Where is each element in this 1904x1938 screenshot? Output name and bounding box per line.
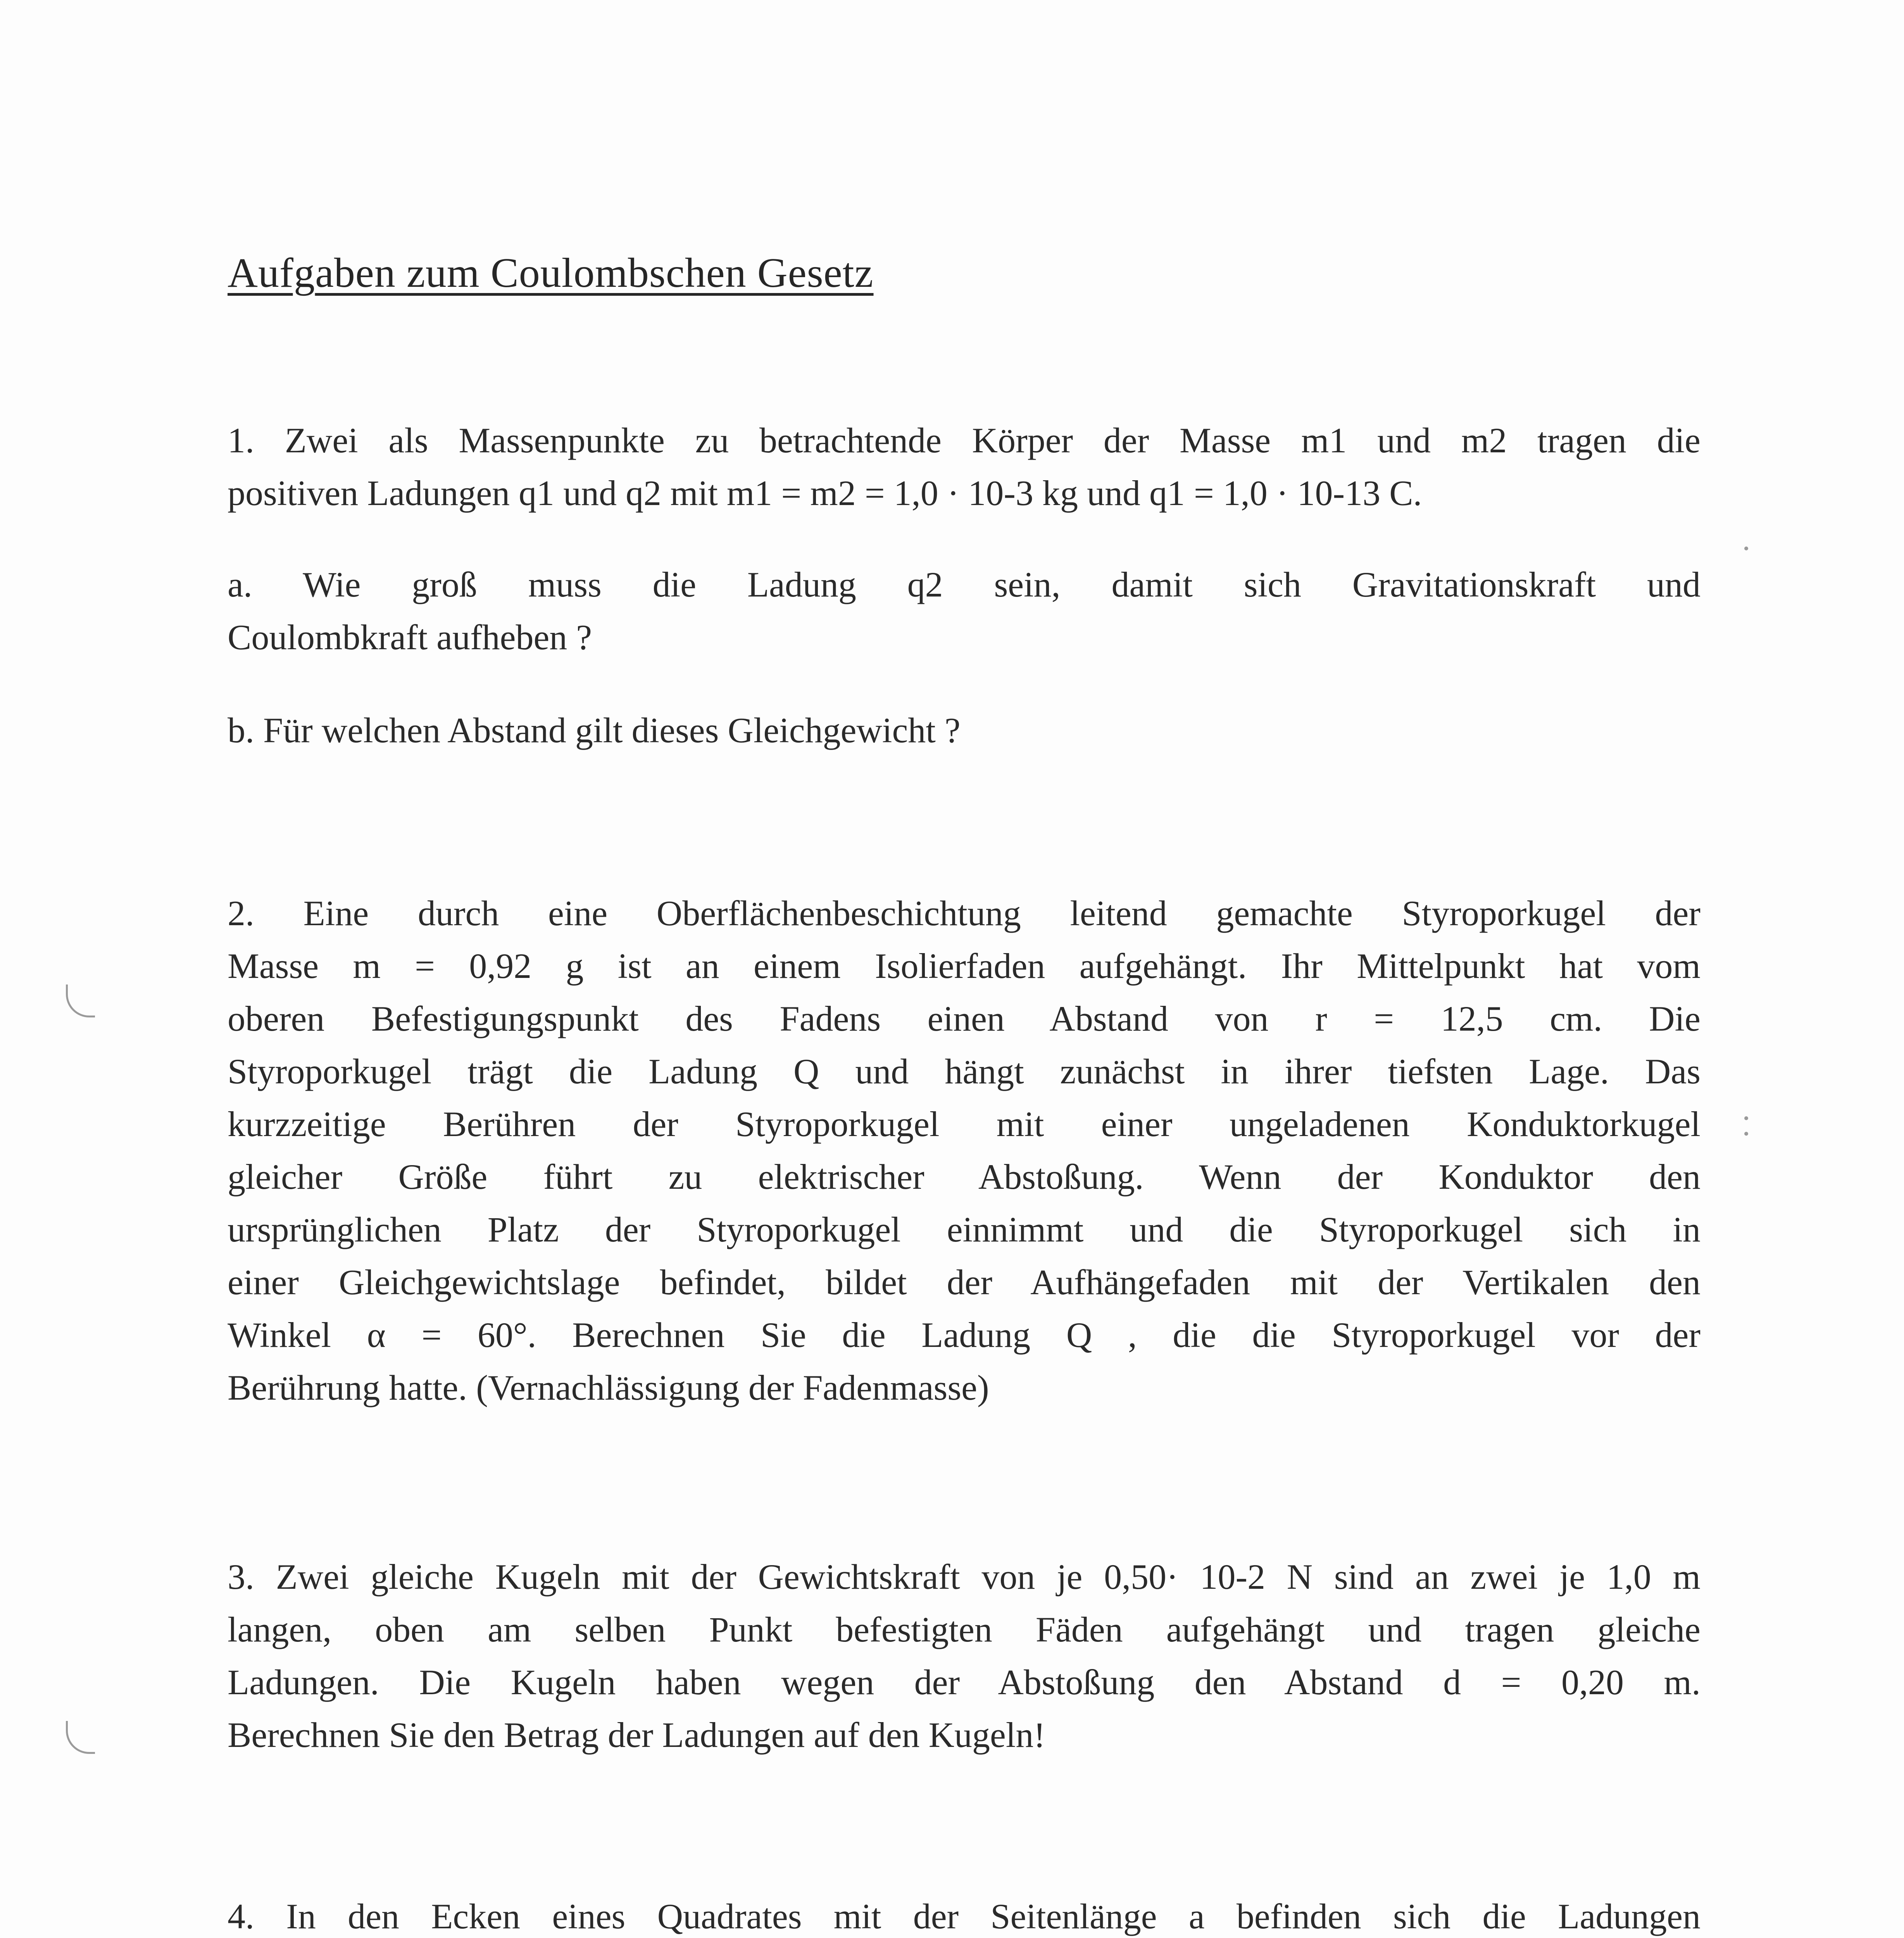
task-1-part-b [228,704,1700,757]
task-2-line-6: gleicher Größe führt zu elektrischer Abstoßung. Wenn der Konduktor den [228,1157,1700,1197]
task-1a-line-1: a. Wie groß muss die Ladung q2 sein, damit sich Gravitationskraft und [228,565,1700,604]
scan-artifact-dot [1744,547,1748,550]
task-2-line-1: 2. Eine durch eine Oberflächenbeschichtung leitend gemachte Styroporkugel der [228,893,1700,933]
task-2 [228,887,1700,1414]
task-2-line-5: kurzzeitige Berühren der Styroporkugel mit einer ungeladenen Konduktorkugel [228,1104,1700,1144]
task-2-line-8: einer Gleichgewichtslage befindet, bildet der Aufhängefaden mit der Vertikalen den [228,1262,1700,1302]
task-3 [228,1550,1700,1761]
scan-artifact-dot [1744,1132,1748,1136]
scan-artifact-mark [66,985,95,1017]
task-1-line-2: positiven Ladungen q1 und q2 mit m1 = m2 = 1,0 · 10-3 kg und q1 = 1,0 · 10-13 C. [228,473,1422,513]
task-3-line-2: langen, oben am selben Punkt befestigten Fäden aufgehängt und tragen gleiche [228,1610,1700,1649]
task-1-part-a [228,558,1700,664]
task-3-line-1: 3. Zwei gleiche Kugeln mit der Gewichtskraft von je 0,50· 10-2 N sind an zwei je 1,0 m [228,1557,1700,1597]
task-1b-line-1: b. Für welchen Abstand gilt dieses Gleichgewicht ? [228,710,961,750]
task-4-line-1: 4. In den Ecken eines Quadrates mit der Seitenlänge a befinden sich die Ladungen [228,1897,1700,1936]
task-2-line-10: Berührung hatte. (Vernachlässigung der Fadenmasse) [228,1368,989,1407]
task-2-line-9: Winkel α = 60°. Berechnen Sie die Ladung Q , die die Styroporkugel vor der [228,1315,1700,1355]
task-4 [228,1890,1700,1938]
task-1 [228,414,1700,519]
task-2-line-4: Styroporkugel trägt die Ladung Q und hängt zunächst in ihrer tiefsten Lage. Das [228,1052,1700,1091]
task-3-line-4: Berechnen Sie den Betrag der Ladungen auf den Kugeln! [228,1715,1046,1755]
task-1a-line-2: Coulombkraft aufheben ? [228,617,592,657]
task-3-line-3: Ladungen. Die Kugeln haben wegen der Abstoßung den Abstand d = 0,20 m. [228,1662,1700,1702]
scan-artifact-dot [1744,1116,1748,1120]
task-2-line-2: Masse m = 0,92 g ist an einem Isolierfaden aufgehängt. Ihr Mittelpunkt hat vom [228,946,1700,986]
scan-artifact-mark [66,1721,95,1754]
task-1-line-1: 1. Zwei als Massenpunkte zu betrachtende Körper der Masse m1 und m2 tragen die [228,421,1700,460]
task-2-line-7: ursprünglichen Platz der Styroporkugel einnimmt und die Styroporkugel sich in [228,1210,1700,1249]
page-title: Aufgaben zum Coulombschen Gesetz [228,250,874,296]
task-2-line-3: oberen Befestigungspunkt des Fadens einen Abstand von r = 12,5 cm. Die [228,999,1700,1038]
